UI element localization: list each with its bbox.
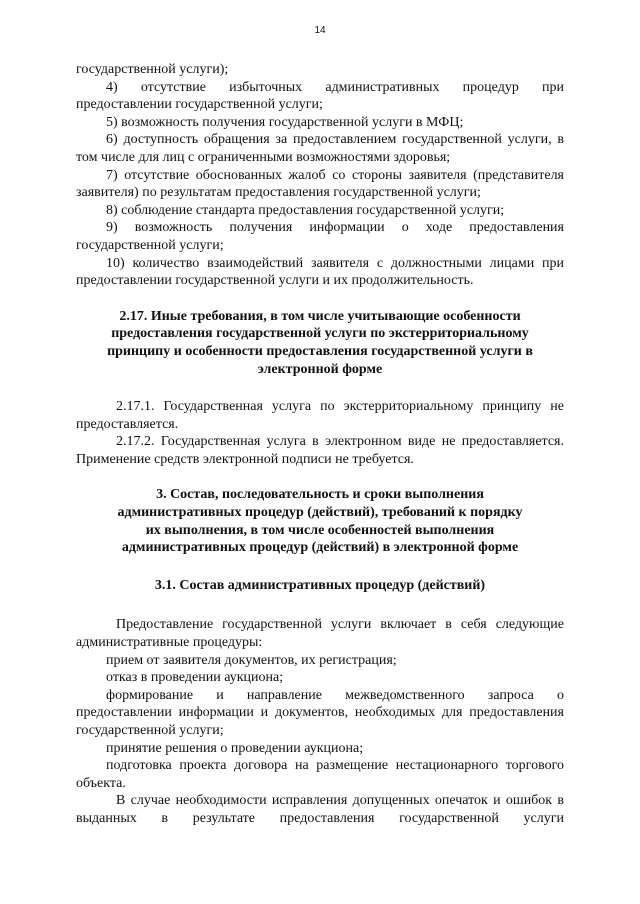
paragraph: 2.17.2. Государственная услуга в электронном виде не предоставляется. Применение средств электронной подписи не требуется. <box>76 434 564 467</box>
paragraph: 7) отсутствие обоснованных жалоб со стороны заявителя (представителя заявителя) по результатам предоставления государственной услуги; <box>76 167 564 201</box>
section-3-1-heading-block <box>76 577 564 595</box>
page-content <box>76 61 564 828</box>
page-number: 14 <box>314 25 326 36</box>
section-heading: 2.17. Иные требования, в том числе учитывающие особенности предоставления государственной услуги по экстерриториальному принципу и особенности предоставления государственной услуги в электронной форме <box>107 308 533 377</box>
list-item: подготовка проекта договора на размещение нестационарного торгового объекта. <box>76 758 564 791</box>
subsection-heading: 3.1. Состав административных процедур (действий) <box>154 577 486 593</box>
paragraph: Предоставление государственной услуги включает в себя следующие административные процедуры: <box>76 617 564 651</box>
list-item: принятие решения о проведении аукциона; <box>106 740 364 756</box>
list-item: прием от заявителя документов, их регистрация; <box>106 652 397 668</box>
paragraph: государственной услуги); <box>76 62 229 77</box>
list-item: отказ в проведении аукциона; <box>106 670 284 686</box>
paragraph: В случае необходимости исправления допущенных опечаток и ошибок в выданных в результате предоставления государственной услуги <box>76 793 564 826</box>
paragraph: 10) количество взаимодействий заявителя с должностными лицами при предоставлении государственной услуги и их продолжительность. <box>76 255 564 289</box>
section-2-17-heading-block <box>76 308 564 378</box>
paragraph: 4) отсутствие избыточных административных процедур при предоставлении государственной услуги; <box>76 79 564 113</box>
section-heading: 3. Состав, последовательность и сроки выполнения административных процедур (действий), требований к порядку их выполнения, в том числе особенностей выполнения административных процедур (действий) в электронной форме <box>117 487 523 556</box>
paragraph: 9) возможность получения информации о ходе предоставления государственной услуги; <box>76 220 564 253</box>
section-3-heading-block <box>76 486 564 556</box>
paragraph: 6) доступность обращения за предоставлением государственной услуги, в том числе для лиц с ограниченными возможностями здоровья; <box>76 132 564 165</box>
paragraph: 2.17.1. Государственная услуга по экстерриториальному принципу не предоставляется. <box>76 399 564 432</box>
paragraph: 8) соблюдение стандарта предоставления государственной услуги; <box>106 202 505 218</box>
paragraph: 5) возможность получения государственной услуги в МФЦ; <box>106 114 464 130</box>
list-item: формирование и направление межведомственного запроса о предоставлении информации и документов, необходимых для предоставления государственной услуги; <box>76 687 564 738</box>
